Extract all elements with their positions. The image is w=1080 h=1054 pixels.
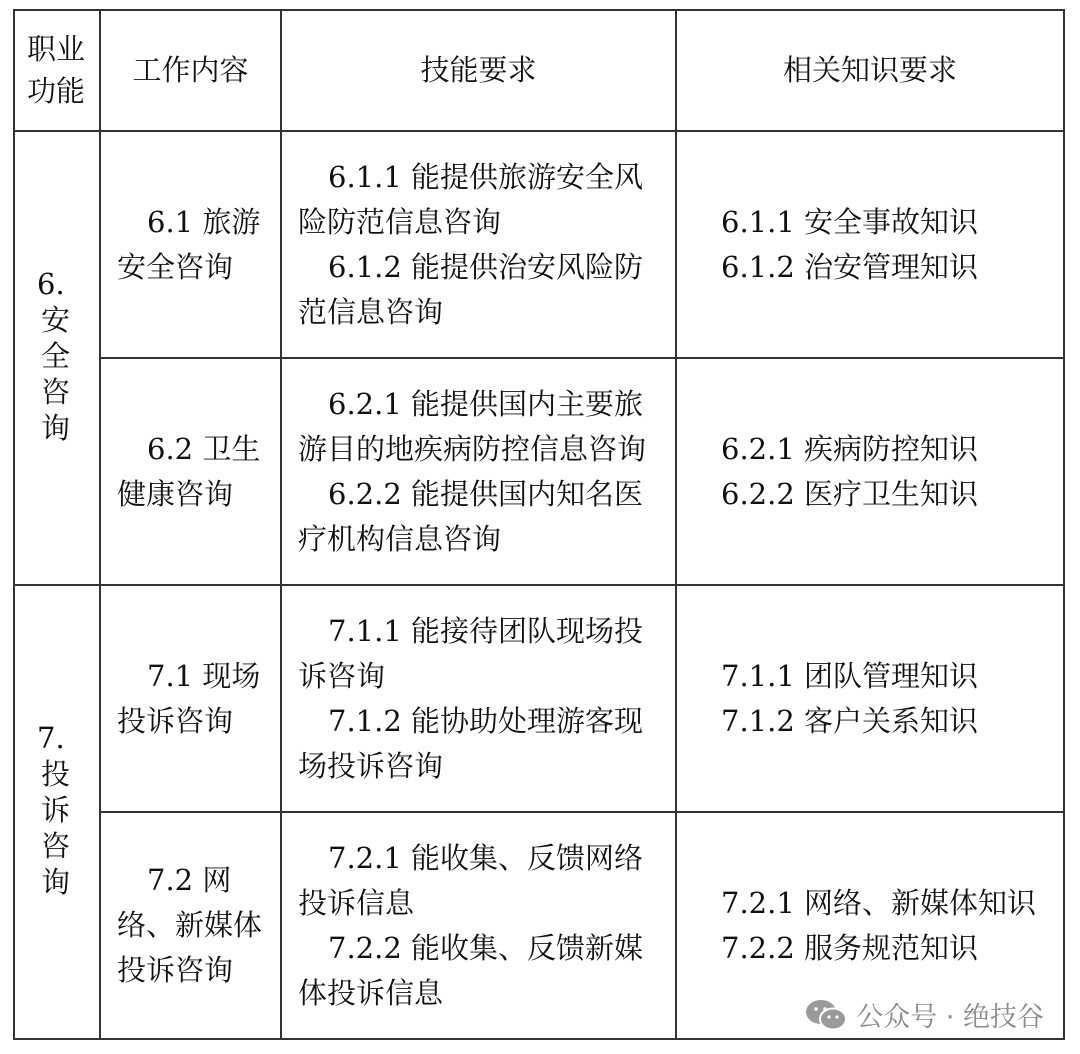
skill-item: 6.1.2 能提供治安风险防范信息咨询 <box>298 249 644 329</box>
table-row <box>14 358 1064 585</box>
skill-item: 6.2.1 能提供国内主要旅游目的地疾病防控信息咨询 <box>298 386 647 466</box>
work-content-cell: 7.2 网络、新媒体投诉咨询 <box>100 812 281 1039</box>
skill-item: 7.1.2 能协助处理游客现场投诉咨询 <box>298 703 644 783</box>
watermark-text: 公众号 · 绝技谷 <box>856 1002 1044 1033</box>
header-knowledge: 相关知识要求 <box>676 10 1064 131</box>
skill-item: 7.1.1 能接待团队现场投诉咨询 <box>298 613 644 693</box>
function-name: 安全咨询 <box>41 302 71 445</box>
knowledge-cell <box>676 358 1064 585</box>
header-skills: 技能要求 <box>281 10 676 131</box>
skill-item: 6.2.2 能提供国内知名医疗机构信息咨询 <box>298 476 644 556</box>
knowledge-item: 7.1.1 团队管理知识 <box>721 658 979 693</box>
knowledge-cell <box>676 131 1064 358</box>
function-number: 7. <box>37 720 65 755</box>
knowledge-item: 7.2.2 服务规范知识 <box>721 930 979 965</box>
function-cell-6 <box>14 131 100 585</box>
header-content: 工作内容 <box>100 10 281 131</box>
knowledge-item: 7.1.2 客户关系知识 <box>721 703 979 738</box>
skills-cell <box>281 812 676 1039</box>
watermark <box>804 995 1044 1034</box>
table-row <box>14 585 1064 812</box>
knowledge-item: 6.1.1 安全事故知识 <box>721 204 979 239</box>
function-cell-7 <box>14 585 100 1039</box>
knowledge-item: 6.2.2 医疗卫生知识 <box>721 476 979 511</box>
table-row <box>14 131 1064 358</box>
skills-cell <box>281 131 676 358</box>
knowledge-item: 6.2.1 疾病防控知识 <box>721 431 979 466</box>
skills-cell <box>281 585 676 812</box>
skills-cell <box>281 358 676 585</box>
skill-item: 7.2.2 能收集、反馈新媒体投诉信息 <box>298 930 644 1010</box>
wechat-icon <box>804 998 848 1032</box>
skill-item: 6.1.1 能提供旅游安全风险防范信息咨询 <box>298 159 644 239</box>
skills-table <box>13 9 1065 1040</box>
header-function: 职业功能 <box>14 10 100 131</box>
skill-item: 7.2.1 能收集、反馈网络投诉信息 <box>298 840 644 920</box>
work-content-cell: 6.2 卫生健康咨询 <box>100 358 281 585</box>
knowledge-cell <box>676 585 1064 812</box>
knowledge-item: 7.2.1 网络、新媒体知识 <box>721 885 1037 920</box>
work-content-cell: 6.1 旅游安全咨询 <box>100 131 281 358</box>
function-number: 6. <box>37 266 65 301</box>
knowledge-item: 6.1.2 治安管理知识 <box>721 249 979 284</box>
table-header-row <box>14 10 1064 131</box>
work-content-cell: 7.1 现场投诉咨询 <box>100 585 281 812</box>
function-name: 投诉咨询 <box>41 756 71 899</box>
